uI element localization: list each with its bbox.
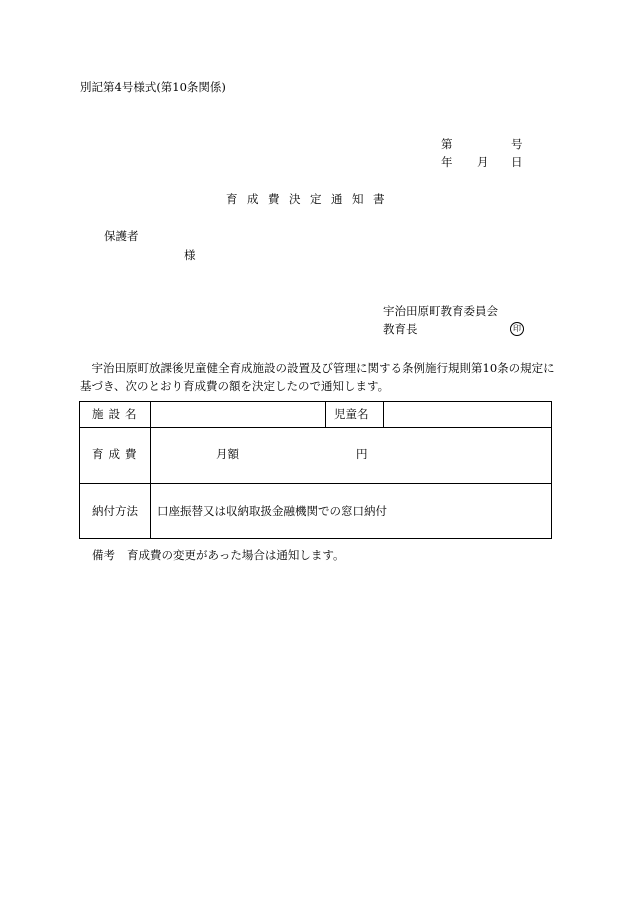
date-day: 日 bbox=[511, 155, 523, 169]
issuer-organization: 宇治田原町教育委員会 bbox=[383, 304, 498, 318]
monthly-amount-label: 月額 bbox=[216, 447, 239, 461]
payment-method-label: 納付方法 bbox=[92, 504, 138, 518]
body-paragraph: 宇治田原町放課後児童健全育成施設の設置及び管理に関する条例施行規則第10条の規定に基づき、次のとおり育成費の額を決定したので通知します。 bbox=[80, 361, 555, 393]
yen-label: 円 bbox=[356, 447, 368, 461]
doc-number-go: 号 bbox=[511, 137, 523, 151]
seal-mark: 印 bbox=[510, 322, 524, 336]
date-year: 年 bbox=[441, 155, 453, 169]
document-title: 育成費決定通知書 bbox=[226, 192, 394, 206]
fee-label: 育成費 bbox=[92, 447, 142, 461]
remarks bbox=[92, 550, 344, 562]
recipient-label: 保護者 bbox=[104, 229, 139, 243]
table-column-divider bbox=[383, 402, 384, 427]
date-month: 月 bbox=[477, 155, 489, 169]
info-table bbox=[79, 401, 552, 539]
remarks-label: 備考 bbox=[92, 548, 115, 562]
table-column-divider bbox=[150, 402, 151, 538]
recipient-honorific: 様 bbox=[184, 248, 196, 262]
table-column-divider bbox=[325, 402, 326, 427]
facility-name-label: 施設名 bbox=[92, 407, 142, 421]
remarks-text: 育成費の変更があった場合は通知します。 bbox=[127, 548, 345, 562]
child-name-label: 児童名 bbox=[334, 407, 369, 421]
payment-method-value: 口座振替又は収納取扱金融機関での窓口納付 bbox=[157, 504, 387, 518]
form-number: 別記第4号様式(第10条関係) bbox=[80, 80, 226, 94]
issuer-role: 教育長 bbox=[383, 322, 418, 336]
doc-number-dai: 第 bbox=[441, 137, 453, 151]
